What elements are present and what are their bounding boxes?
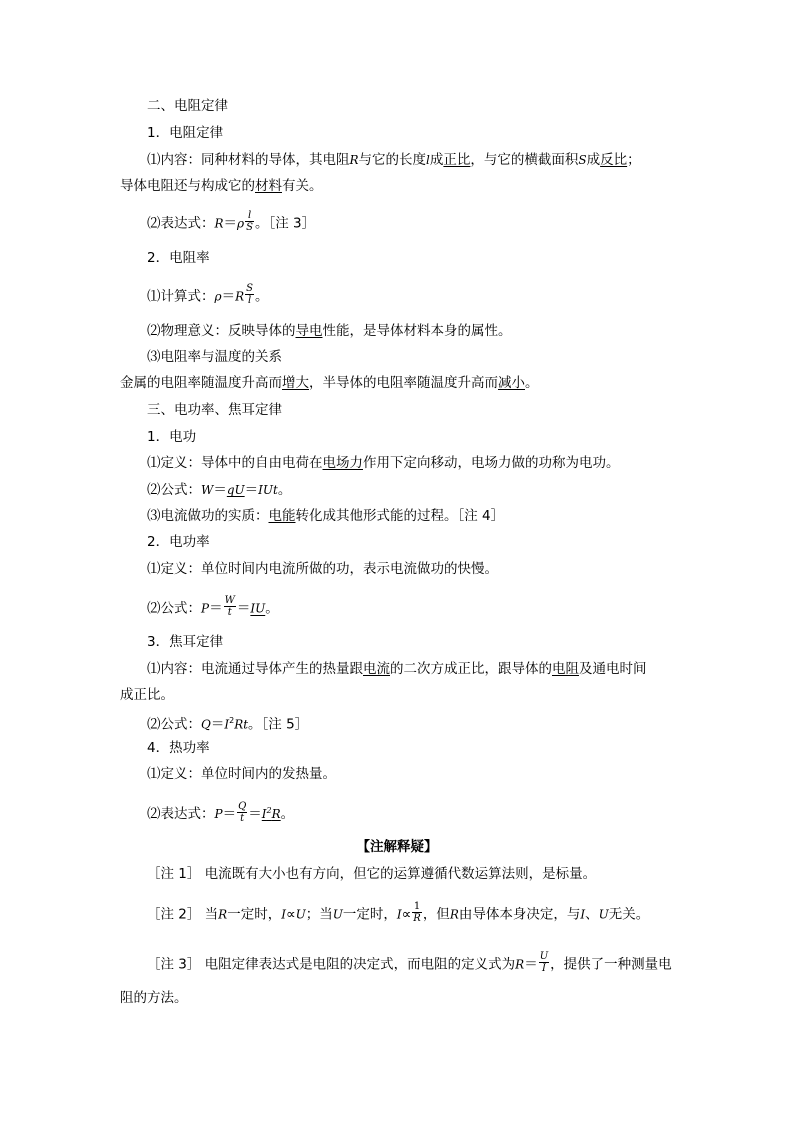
symbol-R: R: [235, 289, 245, 304]
equals-sign: ＝: [221, 288, 236, 305]
equals-sign: ＝: [213, 482, 227, 498]
text: 无关。: [608, 906, 650, 923]
text: ⑴定义：导体中的自由电荷在: [147, 455, 323, 471]
formula-work: [147, 481, 291, 499]
equals-sign: ＝: [223, 215, 238, 232]
proportional-sign: ∝: [285, 906, 296, 923]
superscript: 2: [229, 716, 235, 725]
symbol-I: I: [396, 907, 402, 922]
text: 成: [429, 152, 444, 168]
underlined-term: 减小: [498, 375, 525, 391]
symbol-I: I: [580, 907, 586, 922]
notes-title: 【注解释疑】: [356, 839, 438, 855]
note-2: [147, 903, 649, 926]
numerator: S: [246, 283, 253, 294]
text: ，提供了一种测量电: [550, 956, 672, 973]
symbol-R: R: [349, 153, 359, 167]
section-heading-power-joule: 三、电功率、焦耳定律: [147, 402, 282, 418]
denominator: S: [246, 222, 253, 233]
symbol-P: P: [201, 601, 210, 616]
text: 由导体本身决定，与: [458, 906, 581, 923]
numerator: Q: [238, 800, 247, 812]
underlined-term: 正比: [443, 152, 471, 168]
numerator: 1: [413, 901, 421, 912]
denominator: t: [227, 607, 232, 618]
underlined-term: IU: [250, 601, 266, 616]
symbol-R: R: [214, 216, 224, 231]
symbol-R: R: [515, 957, 525, 972]
text: ，半导体的电阻率随温度升高而: [309, 375, 498, 391]
text: 。: [254, 288, 269, 305]
text: ［注 2］ 当: [147, 906, 219, 923]
text: ⑵表达式：: [147, 806, 215, 822]
symbol-I: I: [261, 807, 267, 821]
paragraph-physical-meaning: [147, 322, 512, 340]
underlined-term: 电能: [268, 508, 296, 524]
fraction: [224, 595, 236, 618]
text: ⑵公式：: [147, 482, 201, 498]
equals-sign: ＝: [244, 482, 259, 498]
paragraph-content-cont: [120, 177, 323, 195]
text: 转化成其他形式能的过程。［注 4］: [295, 508, 505, 524]
text: ；当: [305, 906, 333, 923]
paragraph-temp: [120, 374, 539, 392]
text: ⑶电流做功的实质：: [147, 508, 269, 524]
underlined-term: qU: [226, 483, 245, 497]
equals-sign: ＝: [222, 806, 237, 822]
text: ⑴内容：同种材料的导体，其电阻: [147, 152, 350, 168]
fraction: [237, 801, 247, 824]
equals-sign: ＝: [209, 600, 223, 617]
underlined-term: 电流: [363, 661, 390, 677]
underlined-term: 电阻: [552, 661, 579, 677]
paragraph-content: [147, 151, 641, 169]
subheading-resistance-law: 1．电阻定律: [147, 125, 224, 141]
paragraph-work-def: [147, 454, 620, 472]
fraction: [412, 901, 422, 924]
equals-sign: ＝: [236, 600, 251, 617]
fraction: [245, 210, 254, 233]
text: 金属的电阻率随温度升高而: [120, 375, 282, 391]
subheading-electric-work: 1．电功: [147, 429, 197, 445]
equals-sign: ＝: [524, 956, 538, 973]
expression-line: [147, 212, 315, 235]
symbol-Rt: Rt: [234, 717, 249, 732]
paragraph-power-def: ⑴定义：单位时间内电流所做的功，表示电流做功的快慢。: [147, 561, 498, 577]
formula-heat-power: [147, 802, 294, 826]
text: 、: [585, 906, 599, 923]
symbol-R: R: [218, 907, 228, 922]
text: ⑴内容：电流通过导体产生的热量跟: [147, 661, 363, 677]
symbol-U: U: [295, 907, 306, 922]
text: 。: [280, 806, 295, 822]
text: ⑴计算式：: [147, 288, 215, 305]
symbol-R: R: [449, 907, 459, 922]
text: ⑵公式：: [147, 716, 201, 733]
text: 成: [586, 152, 601, 168]
denominator: I: [541, 963, 546, 974]
subheading-electric-power: 2．电功率: [147, 534, 210, 550]
text: ；: [627, 152, 641, 168]
text: ⑵物理意义：反映导体的: [147, 323, 296, 339]
text: ⑵公式：: [147, 600, 201, 617]
text: ［注 3］ 电阻定律表达式是电阻的决定式，而电阻的定义式为: [147, 956, 516, 973]
symbol-rho: ρ: [237, 216, 245, 231]
text: 的二次方成正比，跟导体的: [390, 661, 552, 677]
underlined-term: 导电: [295, 323, 323, 339]
symbol-Q: Q: [201, 717, 211, 732]
text: ⑵表达式：: [147, 215, 215, 232]
note-1: ［注 1］ 电流既有大小也有方向，但它的运算遵循代数运算法则，是标量。: [147, 866, 597, 882]
subheading-heat-power: 4．热功率: [147, 740, 210, 756]
symbol-S: S: [578, 153, 587, 167]
symbol-U: U: [598, 907, 609, 922]
paragraph-temp-title: ⑶电阻率与温度的关系: [147, 349, 282, 365]
equals-sign: ＝: [210, 716, 225, 733]
symbol-R: R: [271, 807, 281, 821]
symbol-l: l: [426, 153, 430, 167]
note-3: [147, 953, 672, 976]
underlined-term: 电场力: [322, 455, 363, 471]
note-3-cont: 阻的方法。: [120, 990, 188, 1006]
text: ，但: [422, 906, 450, 923]
text: 。: [265, 600, 279, 617]
denominator: l: [247, 295, 252, 306]
text: 一定时，: [342, 906, 397, 923]
equals-sign: ＝: [248, 806, 262, 822]
text: 及通电时间: [579, 661, 647, 677]
subheading-resistivity: 2．电阻率: [147, 250, 210, 266]
symbol-I: I: [281, 907, 286, 922]
text: 作用下定向移动，电场力做的功称为电功。: [363, 455, 620, 471]
underlined-term: 反比: [600, 152, 628, 168]
symbol-U: U: [332, 907, 343, 922]
symbol-IUt: IUt: [258, 483, 278, 497]
text: 。: [525, 375, 539, 391]
proportional-sign: ∝: [401, 906, 412, 923]
underlined-term: 增大: [282, 375, 309, 391]
text: ，与它的横截面积: [470, 152, 579, 168]
subheading-joule-law: 3．焦耳定律: [147, 634, 224, 650]
formula-joule: [147, 712, 308, 734]
paragraph-joule-content: [147, 660, 647, 678]
paragraph-heat-def: ⑴定义：单位时间内的发热量。: [147, 766, 336, 782]
denominator: R: [413, 913, 421, 924]
text: 一定时，: [227, 906, 282, 923]
formula-power: [147, 597, 279, 620]
paragraph-joule-content-cont: 成正比。: [120, 687, 174, 703]
text: 有关。: [282, 178, 323, 194]
text: 。: [277, 482, 292, 498]
symbol-P: P: [214, 807, 223, 821]
symbol-W: W: [201, 483, 214, 497]
denominator: t: [240, 812, 245, 824]
text: 导体电阻还与构成它的: [120, 178, 255, 194]
numerator: l: [245, 210, 254, 222]
underlined-term: [262, 807, 281, 821]
symbol-I: I: [224, 717, 230, 732]
text: 。［注 3］: [254, 215, 316, 232]
fraction: [539, 951, 549, 974]
text: 性能，是导体材料本身的属性。: [322, 323, 512, 339]
symbol-rho: ρ: [214, 289, 222, 304]
superscript: 2: [266, 806, 272, 815]
calc-line: [147, 285, 268, 308]
underlined-term: 材料: [255, 178, 282, 194]
paragraph-work-essence: [147, 507, 504, 525]
text: 。［注 5］: [248, 716, 309, 733]
section-heading-resistance-law: 二、电阻定律: [147, 98, 228, 114]
text: 与它的长度: [358, 152, 427, 168]
numerator: U: [539, 951, 549, 962]
numerator: W: [224, 595, 235, 606]
fraction: [245, 283, 254, 306]
